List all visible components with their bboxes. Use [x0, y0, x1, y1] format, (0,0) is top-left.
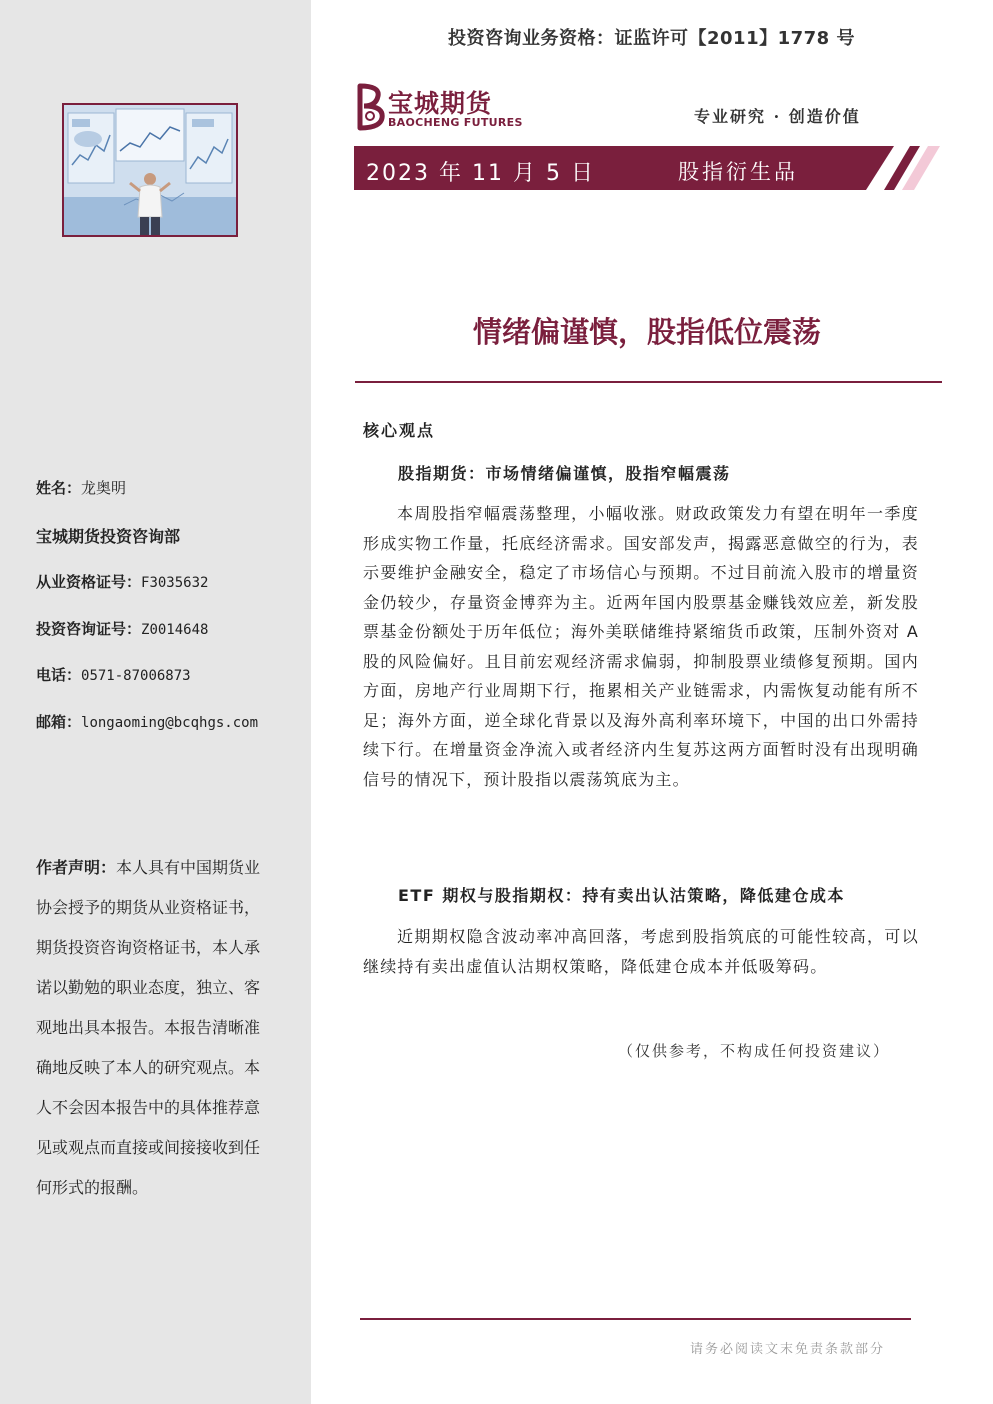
footer-text: 请务必阅读文末免责条款部分 — [690, 1342, 886, 1357]
report-category: 股指衍生品 — [678, 160, 798, 184]
report-date: 2023 年 11 月 5 日 — [366, 161, 595, 186]
section1-heading: 股指期货：市场情绪偏谨慎，股指窄幅震荡 — [398, 464, 731, 483]
author-declaration — [36, 848, 272, 1208]
logo-b-icon — [354, 82, 386, 132]
email — [36, 711, 258, 732]
name-value: 龙奥明 — [81, 479, 127, 497]
declaration-label: 作者声明： — [36, 858, 117, 877]
qual-value: F3035632 — [141, 575, 209, 591]
phone-value: 0571-87006873 — [81, 668, 191, 684]
section2-paragraph: 近期期权隐含波动率冲高回落，考虑到股指筑底的可能性较高，可以继续持有卖出虚值认沽期权策略，降低建仓成本并低吸筹码。 — [363, 927, 919, 976]
slogan: 专业研究 · 创造价值 — [694, 107, 861, 126]
email-label: 邮箱： — [36, 713, 82, 731]
title-divider — [355, 381, 942, 383]
email-value[interactable]: longaoming@bcqhgs.com — [81, 715, 259, 731]
disclaimer-note: （仅供参考，不构成任何投资建议） — [618, 1042, 891, 1060]
department: 宝城期货投资咨询部 — [36, 527, 181, 546]
consult-value: Z0014648 — [141, 622, 209, 638]
license-statement: 投资咨询业务资格：证监许可【2011】1778 号 — [448, 28, 855, 49]
logo-chinese-name: 宝城期货 — [388, 89, 493, 118]
section1-paragraph: 本周股指窄幅震荡整理，小幅收涨。财政政策发力有望在明年一季度形成实物工作量，托底经济需求。国安部发声，揭露恶意做空的行为，表示要维护金融安全，稳定了市场信心与预期。不过目前流入股市的增量资金仍较少，存量资金博弈为主。近两年国内股票基金赚钱效应差，新发股票基金份额处于历年低位；海外美联储维持紧缩货币政策，压制外资对 A 股的风险偏好。且目前宏观经济需求偏弱，抑制股票业绩修复预期。国内方面，房地产行业周期下行，拖累相关产业链需求，内需恢复动能有所不足；海外方面，逆全球化背景以及海外高利率环境下，中国的出口外需持续下行。在增量资金净流入或者经济内生复苏这两方面暂时没有出现明确信号的情况下，预计股指以震荡筑底为主。 — [363, 504, 919, 789]
footer-divider — [360, 1318, 911, 1320]
author-name — [36, 477, 126, 498]
name-label: 姓名： — [36, 479, 82, 497]
consulting-number — [36, 618, 208, 639]
consult-label: 投资咨询证号： — [36, 620, 142, 638]
cover-image — [62, 103, 238, 237]
date-banner — [354, 146, 940, 190]
qual-label: 从业资格证号： — [36, 573, 142, 591]
declaration-text: 本人具有中国期货业协会授予的期货从业资格证书，期货投资咨询资格证书，本人承诺以勤勉的职业态度，独立、客观地出具本报告。本报告清晰准确地反映了本人的研究观点。本人不会因本报告中的具体推荐意见或观点而直接或间接接收到任何形式的报酬。 — [36, 858, 261, 1197]
phone-label: 电话： — [36, 666, 82, 684]
section2-heading: ETF 期权与股指期权：持有卖出认沽策略，降低建仓成本 — [398, 886, 845, 905]
phone — [36, 664, 191, 685]
analyst-screens-illustration — [64, 105, 236, 235]
sidebar — [0, 0, 311, 1404]
qualification-number — [36, 571, 208, 592]
logo-english-name: BAOCHENG FUTURES — [388, 116, 523, 129]
company-logo — [354, 82, 524, 134]
core-heading: 核心观点 — [363, 421, 436, 440]
report-title: 情绪偏谨慎，股指低位震荡 — [472, 315, 821, 349]
